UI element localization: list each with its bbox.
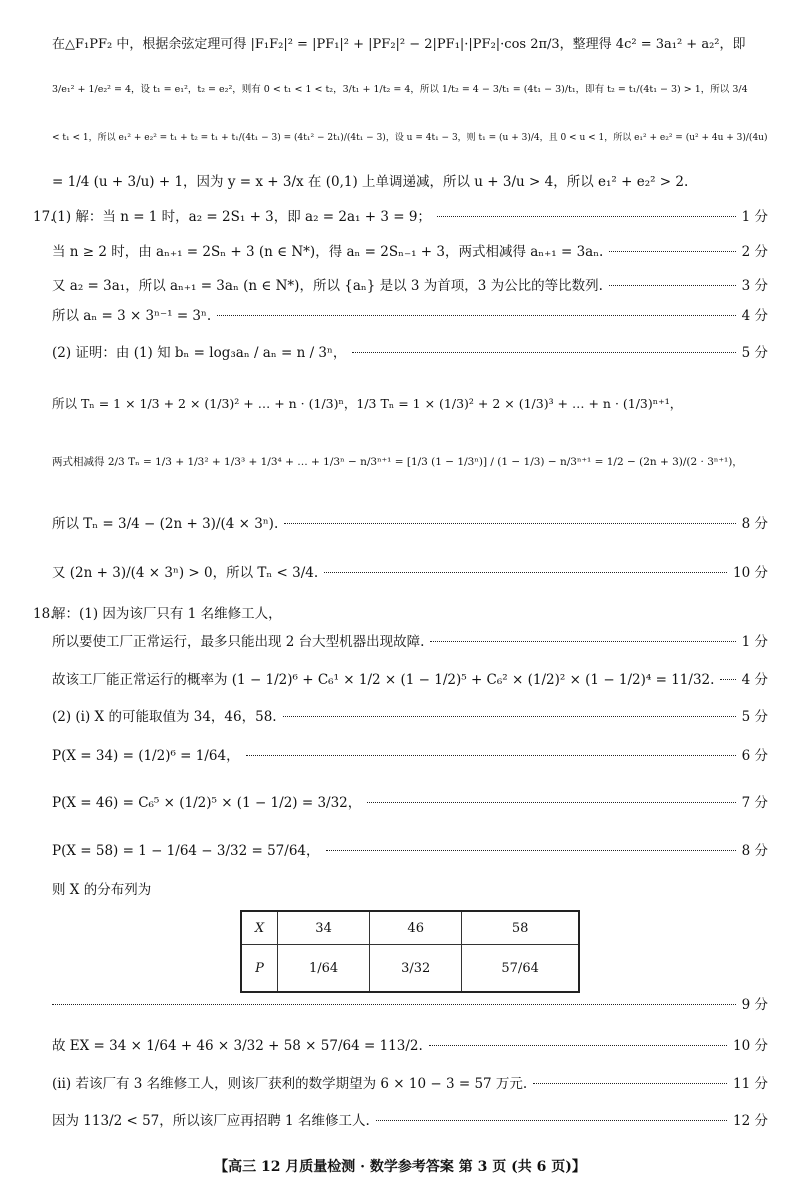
score-label: 10 分 bbox=[733, 565, 768, 581]
score-label: 7 分 bbox=[741, 795, 768, 811]
solution-text: 所以要使工厂正常运行，最多只能出现 2 台大型机器出现故障. bbox=[52, 634, 425, 650]
solution-text: (ⅱ) 若该厂有 3 名维修工人，则该厂获利的数学期望为 6 × 10 − 3 = 57 万元. bbox=[52, 1076, 528, 1092]
solution-text: 两式相减得 2/3 Tₙ = 1/3 + 1/3² + 1/3³ + 1/3⁴ + … + 1/3ⁿ − n/3ⁿ⁺¹ = [1/3 (1 − 1/3ⁿ)] / (1 − 1/3) − n/3ⁿ⁺¹ = 1/2 − (2n + 3)/(2 · 3ⁿ⁺¹)， bbox=[52, 456, 743, 468]
score-label: 6 分 bbox=[741, 748, 768, 764]
solution-text: P(X = 58) = 1 − 1/64 − 3/32 = 57/64， bbox=[52, 843, 320, 859]
solution-text: 所以 Tₙ = 1 × 1/3 + 2 × (1/3)² + … + n · (1/3)ⁿ，1/3 Tₙ = 1 × (1/3)² + 2 × (1/3)³ + … + n · (1/3)ⁿ⁺¹， bbox=[52, 396, 683, 411]
score-label: 4 分 bbox=[741, 308, 768, 324]
score-label: 10 分 bbox=[733, 1038, 768, 1054]
score-label: 1 分 bbox=[741, 209, 768, 225]
score-line bbox=[52, 707, 768, 727]
score-line bbox=[52, 1074, 768, 1094]
score-label: 11 分 bbox=[733, 1076, 768, 1092]
solution-text: (2) (ⅰ) X 的可能取值为 34，46，58. bbox=[52, 709, 277, 725]
table-row bbox=[241, 911, 579, 945]
solution-text: 所以 aₙ = 3 × 3ⁿ⁻¹ = 3ⁿ. bbox=[52, 308, 212, 324]
solution-text: 当 n ≥ 2 时，由 aₙ₊₁ = 2Sₙ + 3 (n ∈ N*)，得 aₙ = 2Sₙ₋₁ + 3，两式相减得 aₙ₊₁ = 3aₙ. bbox=[52, 244, 604, 260]
solution-text: (2) 证明：由 (1) 知 bₙ = log₃aₙ / aₙ = n / 3ⁿ， bbox=[52, 345, 347, 361]
score-line bbox=[52, 995, 768, 1015]
question-number: 18. bbox=[33, 606, 55, 622]
score-label: 3 分 bbox=[741, 278, 768, 294]
score-line bbox=[52, 632, 768, 652]
score-line bbox=[52, 242, 768, 262]
score-label: 5 分 bbox=[741, 709, 768, 725]
score-label: 8 分 bbox=[741, 516, 768, 532]
solution-text: 3/e₁² + 1/e₂² = 4，设 t₁ = e₁²，t₂ = e₂²，则有 0 < t₁ < 1 < t₂，3/t₁ + 1/t₂ = 4，所以 1/t₂ = 4 − 3/t₁ = (4t₁ − 3)/t₁，即有 t₂ = t₁/(4t₁ − 3) > 1，所以 3/4 bbox=[52, 84, 748, 95]
table-cell: 46 bbox=[370, 911, 462, 945]
score-line bbox=[52, 207, 768, 227]
table-header-cell: X bbox=[241, 911, 278, 945]
solution-text: P(X = 46) = C₆⁵ × (1/2)⁵ × (1 − 1/2) = 3/32， bbox=[52, 795, 362, 811]
table-cell: 57/64 bbox=[462, 945, 579, 993]
solution-text: 故 EX = 34 × 1/64 + 46 × 3/32 + 58 × 57/64 = 113/2. bbox=[52, 1038, 423, 1054]
score-label: 2 分 bbox=[741, 244, 768, 260]
score-label: 4 分 bbox=[741, 672, 768, 688]
table-cell: 34 bbox=[278, 911, 370, 945]
solution-text: 又 (2n + 3)/(4 × 3ⁿ) > 0，所以 Tₙ < 3/4. bbox=[52, 565, 319, 581]
score-label: 12 分 bbox=[733, 1113, 768, 1129]
score-line bbox=[52, 306, 768, 326]
score-line bbox=[52, 1036, 768, 1056]
page-footer: 【高三 12 月质量检测 · 数学参考答案 第 3 页 (共 6 页)】 bbox=[214, 1159, 586, 1175]
score-line bbox=[52, 343, 768, 363]
solution-text: P(X = 34) = (1/2)⁶ = 1/64， bbox=[52, 748, 240, 764]
solution-text: = 1/4 (u + 3/u) + 1，因为 y = x + 3/x 在 (0,1) 上单调递减，所以 u + 3/u > 4，所以 e₁² + e₂² > 2. bbox=[52, 174, 689, 190]
solution-text: 则 X 的分布列为 bbox=[52, 882, 152, 898]
solution-text: 故该工厂能正常运行的概率为 (1 − 1/2)⁶ + C₆¹ × 1/2 × (1 − 1/2)⁵ + C₆² × (1/2)² × (1 − 1/2)⁴ = 11/32. bbox=[52, 672, 715, 688]
distribution-table bbox=[240, 910, 580, 993]
score-line bbox=[52, 514, 768, 534]
table-cell: 58 bbox=[462, 911, 579, 945]
score-label: 8 分 bbox=[741, 843, 768, 859]
solution-text: 因为 113/2 < 57，所以该厂应再招聘 1 名维修工人. bbox=[52, 1113, 370, 1129]
score-line bbox=[52, 563, 768, 583]
score-line bbox=[52, 1111, 768, 1131]
solution-text: 在△F₁PF₂ 中，根据余弦定理可得 |F₁F₂|² = |PF₁|² + |PF₂|² − 2|PF₁|·|PF₂|·cos 2π/3，整理得 4c² = 3a₁² + a₂²，即 bbox=[52, 37, 746, 52]
score-label: 1 分 bbox=[741, 634, 768, 650]
table-header-cell: P bbox=[241, 945, 278, 993]
solution-text: 解：(1) 因为该厂只有 1 名维修工人， bbox=[52, 606, 282, 622]
score-label: 9 分 bbox=[741, 997, 768, 1013]
score-line bbox=[52, 670, 768, 690]
score-line bbox=[52, 793, 768, 813]
solution-text: < t₁ < 1，所以 e₁² + e₂² = t₁ + t₂ = t₁ + t₁/(4t₁ − 3) = (4t₁² − 2t₁)/(4t₁ − 3)，设 u = 4t₁ − 3，则 t₁ = (u + 3)/4，且 0 < u < 1，所以 e₁² + e₂² = (u² + 4u + 3)/(4u) bbox=[52, 133, 768, 143]
solution-text: 又 a₂ = 3a₁，所以 aₙ₊₁ = 3aₙ (n ∈ N*)，所以 {aₙ} 是以 3 为首项，3 为公比的等比数列. bbox=[52, 278, 603, 294]
table-cell: 1/64 bbox=[278, 945, 370, 993]
table-cell: 3/32 bbox=[370, 945, 462, 993]
question-number: 17. bbox=[33, 209, 55, 225]
solution-text: 所以 Tₙ = 3/4 − (2n + 3)/(4 × 3ⁿ). bbox=[52, 516, 279, 532]
solution-text: (1) 解：当 n = 1 时，a₂ = 2S₁ + 3，即 a₂ = 2a₁ + 3 = 9； bbox=[52, 209, 431, 225]
score-label: 5 分 bbox=[741, 345, 768, 361]
score-line bbox=[52, 746, 768, 766]
score-line bbox=[52, 841, 768, 861]
table-row bbox=[241, 945, 579, 993]
score-line bbox=[52, 276, 768, 296]
